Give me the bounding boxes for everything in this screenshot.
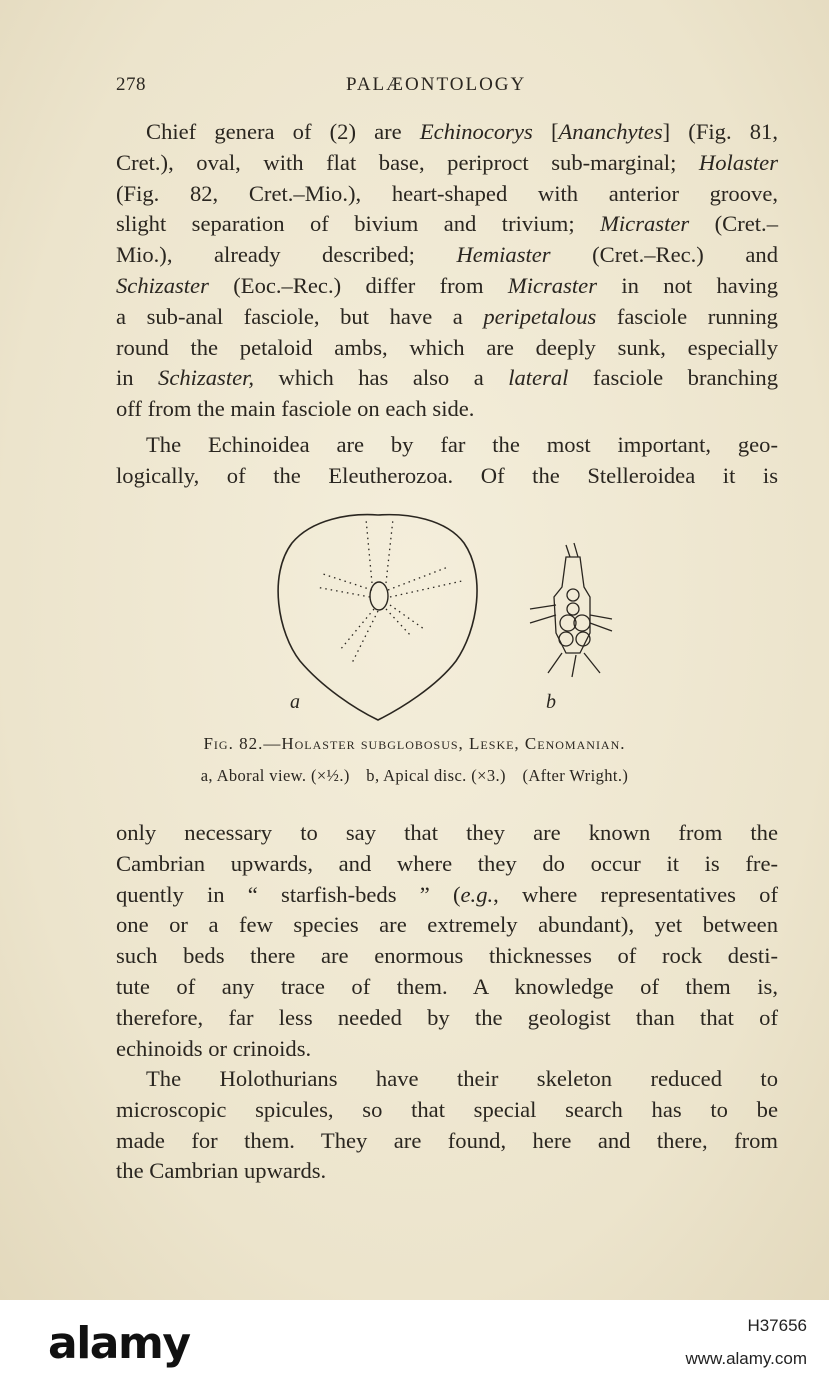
text-line: a sub-anal fasciole, but have a peripetalous fasciole running: [116, 303, 778, 329]
running-head: [116, 74, 777, 102]
text-line: microscopic spicules, so that special search has to be: [116, 1096, 778, 1122]
aboral-view-drawing: [278, 515, 477, 720]
text-line: off from the main fasciole on each side.: [116, 396, 475, 422]
text-line: round the petaloid ambs, which are deeply sunk, especially: [116, 334, 778, 360]
caption-aboral: a, Aboral view. (×½.): [200, 766, 350, 785]
text-line: Mio.), already described; Hemiaster (Cret.–Rec.) and: [116, 242, 778, 268]
text-line: echinoids or crinoids.: [116, 1035, 312, 1061]
figure-label-b: b: [546, 691, 556, 713]
paragraph-holothurians: [116, 1064, 778, 1187]
text-line: slight separation of bivium and trivium; Micraster (Cret.–: [116, 211, 778, 237]
figure-caption-title: Fig. 82.—Holaster subglobosus, Leske, Cenomanian.: [203, 734, 626, 753]
paragraph-echinoidea: [116, 430, 778, 492]
text-line: Chief genera of (2) are Echinocorys [Ananchytes] (Fig. 81,: [146, 119, 778, 144]
site-url: www.alamy.com: [685, 1349, 807, 1368]
petal-ambulacra: [316, 519, 462, 663]
text-line: Schizaster (Eoc.–Rec.) differ from Micraster in not having: [116, 272, 778, 298]
figure-label-a: a: [290, 691, 300, 713]
text-line: Cambrian upwards, and where they do occur it is fre-: [116, 850, 778, 876]
text-line: made for them. They are found, here and there, from: [116, 1127, 778, 1153]
figure-illustration: [0, 505, 829, 730]
text-line: tute of any trace of them. A knowledge of them is,: [116, 973, 778, 999]
text-line: in Schizaster, which has also a lateral fasciole branching: [116, 365, 778, 391]
brand-logo: alamy: [48, 1318, 190, 1369]
paragraph-stelleroidea: [116, 818, 778, 1064]
running-title: PALÆONTOLOGY: [346, 74, 527, 95]
text-line: quently in “ starfish-beds ” (e.g., where representatives of: [116, 881, 779, 907]
image-id: H37656: [747, 1316, 807, 1335]
text-line: such beds there are enormous thicknesses of rock desti-: [116, 943, 778, 969]
figure-caption-detail: [0, 766, 829, 786]
text-line: logically, of the Eleutherozoa. Of the Stelleroidea it is: [116, 462, 778, 488]
paragraph-chief-genera: [116, 117, 778, 425]
caption-apical: b, Apical disc. (×3.): [366, 766, 506, 785]
figure-82: [0, 505, 829, 805]
stock-banner: [0, 1300, 829, 1390]
text-line: The Echinoidea are by far the most important, geo-: [146, 432, 778, 457]
apical-disc-drawing: [530, 543, 612, 677]
text-line: the Cambrian upwards.: [116, 1158, 327, 1184]
text-line: one or a few species are extremely abundant), yet between: [116, 912, 778, 938]
text-line: The Holothurians have their skeleton reduced to: [146, 1066, 778, 1091]
test-outline: [278, 515, 477, 720]
text-line: (Fig. 82, Cret.–Mio.), heart-shaped with anterior groove,: [116, 180, 778, 206]
text-line: Cret.), oval, with flat base, periproct sub-marginal; Holaster: [116, 149, 778, 175]
text-line: only necessary to say that they are known from the: [116, 820, 778, 845]
page-number: 278: [116, 74, 146, 95]
caption-credit: (After Wright.): [522, 766, 629, 785]
apical-system: [370, 582, 388, 610]
text-line: therefore, far less needed by the geologist than that of: [116, 1004, 778, 1030]
